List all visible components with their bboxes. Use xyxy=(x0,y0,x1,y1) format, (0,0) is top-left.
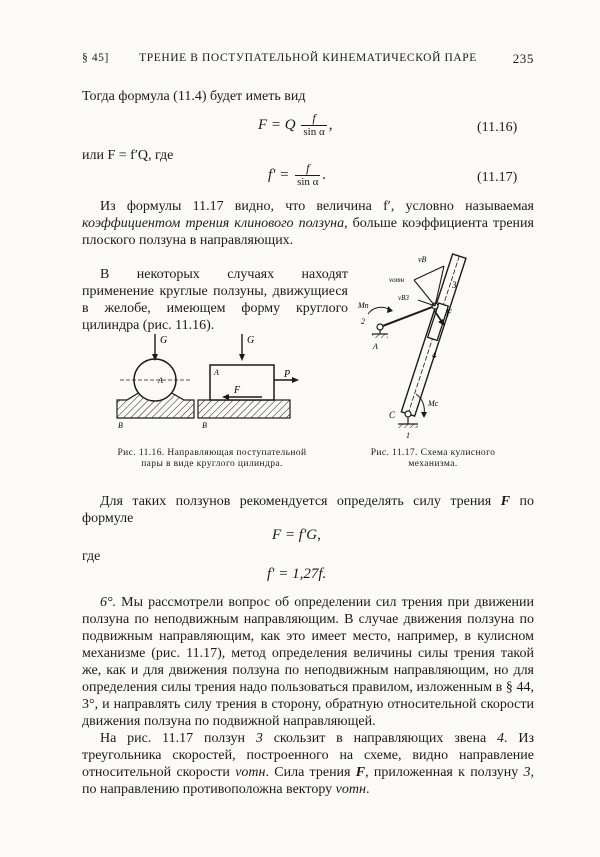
eq1-numerator: f xyxy=(301,112,326,126)
label-votn: vотн xyxy=(389,276,405,284)
figure-11-17-caption: Рис. 11.17. Схема кулисного механизма. xyxy=(370,448,496,469)
label-vb: vB xyxy=(418,255,427,264)
label-g-right: G xyxy=(247,335,255,346)
paragraph-5 xyxy=(82,730,534,798)
eq1-lhs: F = Q xyxy=(258,116,296,133)
para1-text-a: Из формулы 11.17 видно, что величина f′, условно называемая xyxy=(100,199,534,214)
para3-force-f: F xyxy=(500,494,511,509)
label-b-right: B xyxy=(202,421,207,430)
label-2: 2 xyxy=(361,317,365,326)
para5-text-b: скользит в направляющих звена xyxy=(262,731,498,746)
label-3: 3 xyxy=(452,280,457,290)
block-slider xyxy=(210,365,274,400)
intro-text: Тогда формула (11.4) будет иметь вид xyxy=(82,89,306,104)
label-a-right: A xyxy=(214,368,219,377)
paragraph-3 xyxy=(82,493,534,527)
figure-11-16-caption: Рис. 11.16. Направляющая поступательной пары в виде круглого цилиндра. xyxy=(117,448,307,469)
eq1-number: (11.16) xyxy=(477,120,518,135)
eq2-lhs: f′ = xyxy=(268,166,290,183)
paragraph-1 xyxy=(82,198,534,249)
eq1-denominator: sin α xyxy=(303,126,325,138)
equation-11-17 xyxy=(268,162,326,189)
label-4: 4 xyxy=(432,350,437,360)
para4-lead: 6°. xyxy=(100,595,117,610)
para5-text-f: , по направлению противоположна вектору xyxy=(82,765,534,797)
eq1-tail: , xyxy=(328,116,333,133)
para3-text-a: Для таких ползунов рекомендуется определять силу трения xyxy=(100,494,501,509)
para5-force-f: F xyxy=(355,765,366,780)
paragraph-4 xyxy=(82,594,534,730)
label-mp: Mп xyxy=(358,301,369,310)
label-1: 1 xyxy=(406,431,410,440)
label-mc: Mс xyxy=(428,399,439,408)
label-a-left: A xyxy=(158,376,163,385)
eq1-fraction xyxy=(301,112,326,139)
para5-text-e: , приложенная к ползуну xyxy=(365,765,524,780)
eq2-tail: . xyxy=(322,166,327,183)
label-f: F xyxy=(234,385,241,396)
running-title: ТРЕНИЕ В ПОСТУПАТЕЛЬНОЙ КИНЕМАТИЧЕСКОЙ ПАРЕ xyxy=(139,52,477,64)
label-c: C xyxy=(389,410,396,420)
para5-v-otn-1: vотн xyxy=(235,765,266,780)
figure-11-16 xyxy=(112,330,312,430)
where-text: где xyxy=(82,549,101,564)
equation-11-16 xyxy=(258,112,332,139)
para5-link-4: 4 xyxy=(497,731,505,746)
label-vb3: vB3 xyxy=(398,294,409,302)
label-f-2: F xyxy=(446,308,452,318)
para5-text-c: . Из треугольника скоростей, построенного на схеме, видно направление относительной скорости xyxy=(82,731,534,780)
para1-text-b: , больше коэффициента трения плоского ползуна в направляющих. xyxy=(82,216,534,248)
equation-f-fg: F = f′G, xyxy=(272,527,321,543)
eq2-denominator: sin α xyxy=(297,176,319,188)
paragraph-2: В некоторых случаях находят применение круглые ползуны, движущиеся в желобе, имеющем форму круглого цилиндра (рис. 11.16). xyxy=(82,267,348,333)
section-mark: § 45] xyxy=(82,52,109,64)
para5-text-g: . xyxy=(365,782,370,797)
or-line: или F = f′Q, где xyxy=(82,148,174,163)
para5-text-a: На рис. 11.17 ползун xyxy=(100,731,256,746)
para5-link-3: 3 xyxy=(255,731,263,746)
eq2-number: (11.17) xyxy=(477,170,518,185)
para5-v-otn-2: vотн xyxy=(335,782,366,797)
label-a-pivot: A xyxy=(373,342,378,351)
page-number: 235 xyxy=(512,51,534,66)
para3-text-b: по формуле xyxy=(82,494,534,526)
eq2-fraction xyxy=(295,162,320,189)
figure-11-17 xyxy=(356,244,506,440)
label-g-left: G xyxy=(160,335,168,346)
equation-f-127: f′ = 1,27f. xyxy=(267,566,327,582)
para5-text-d: . Сила трения xyxy=(265,765,356,780)
para5-link-3b: 3 xyxy=(523,765,531,780)
eq2-numerator: f xyxy=(295,162,320,176)
label-p: P xyxy=(284,369,291,380)
para4-text: Мы рассмотрели вопрос об определении сил трения при движении ползуна по неподвижным направляющим. В случае движения ползуна по подвижным направляющим, как это имеет место, например, в кулисном механизме (рис. 11.17), метод определения величины силы трения такой же, как и для движения ползуна по неподвижным направляющим, но для определения силы трения надо пользоваться правилом, изложенным в § 44, 3°, и направлять силу трения в сторону, обратную относительной скорости движения ползуна по подвижной направляющей. xyxy=(82,595,534,729)
para1-italic-term: коэффициентом трения клинового ползуна xyxy=(82,216,345,231)
label-b-left: B xyxy=(118,421,123,430)
plane-guide xyxy=(198,400,290,418)
